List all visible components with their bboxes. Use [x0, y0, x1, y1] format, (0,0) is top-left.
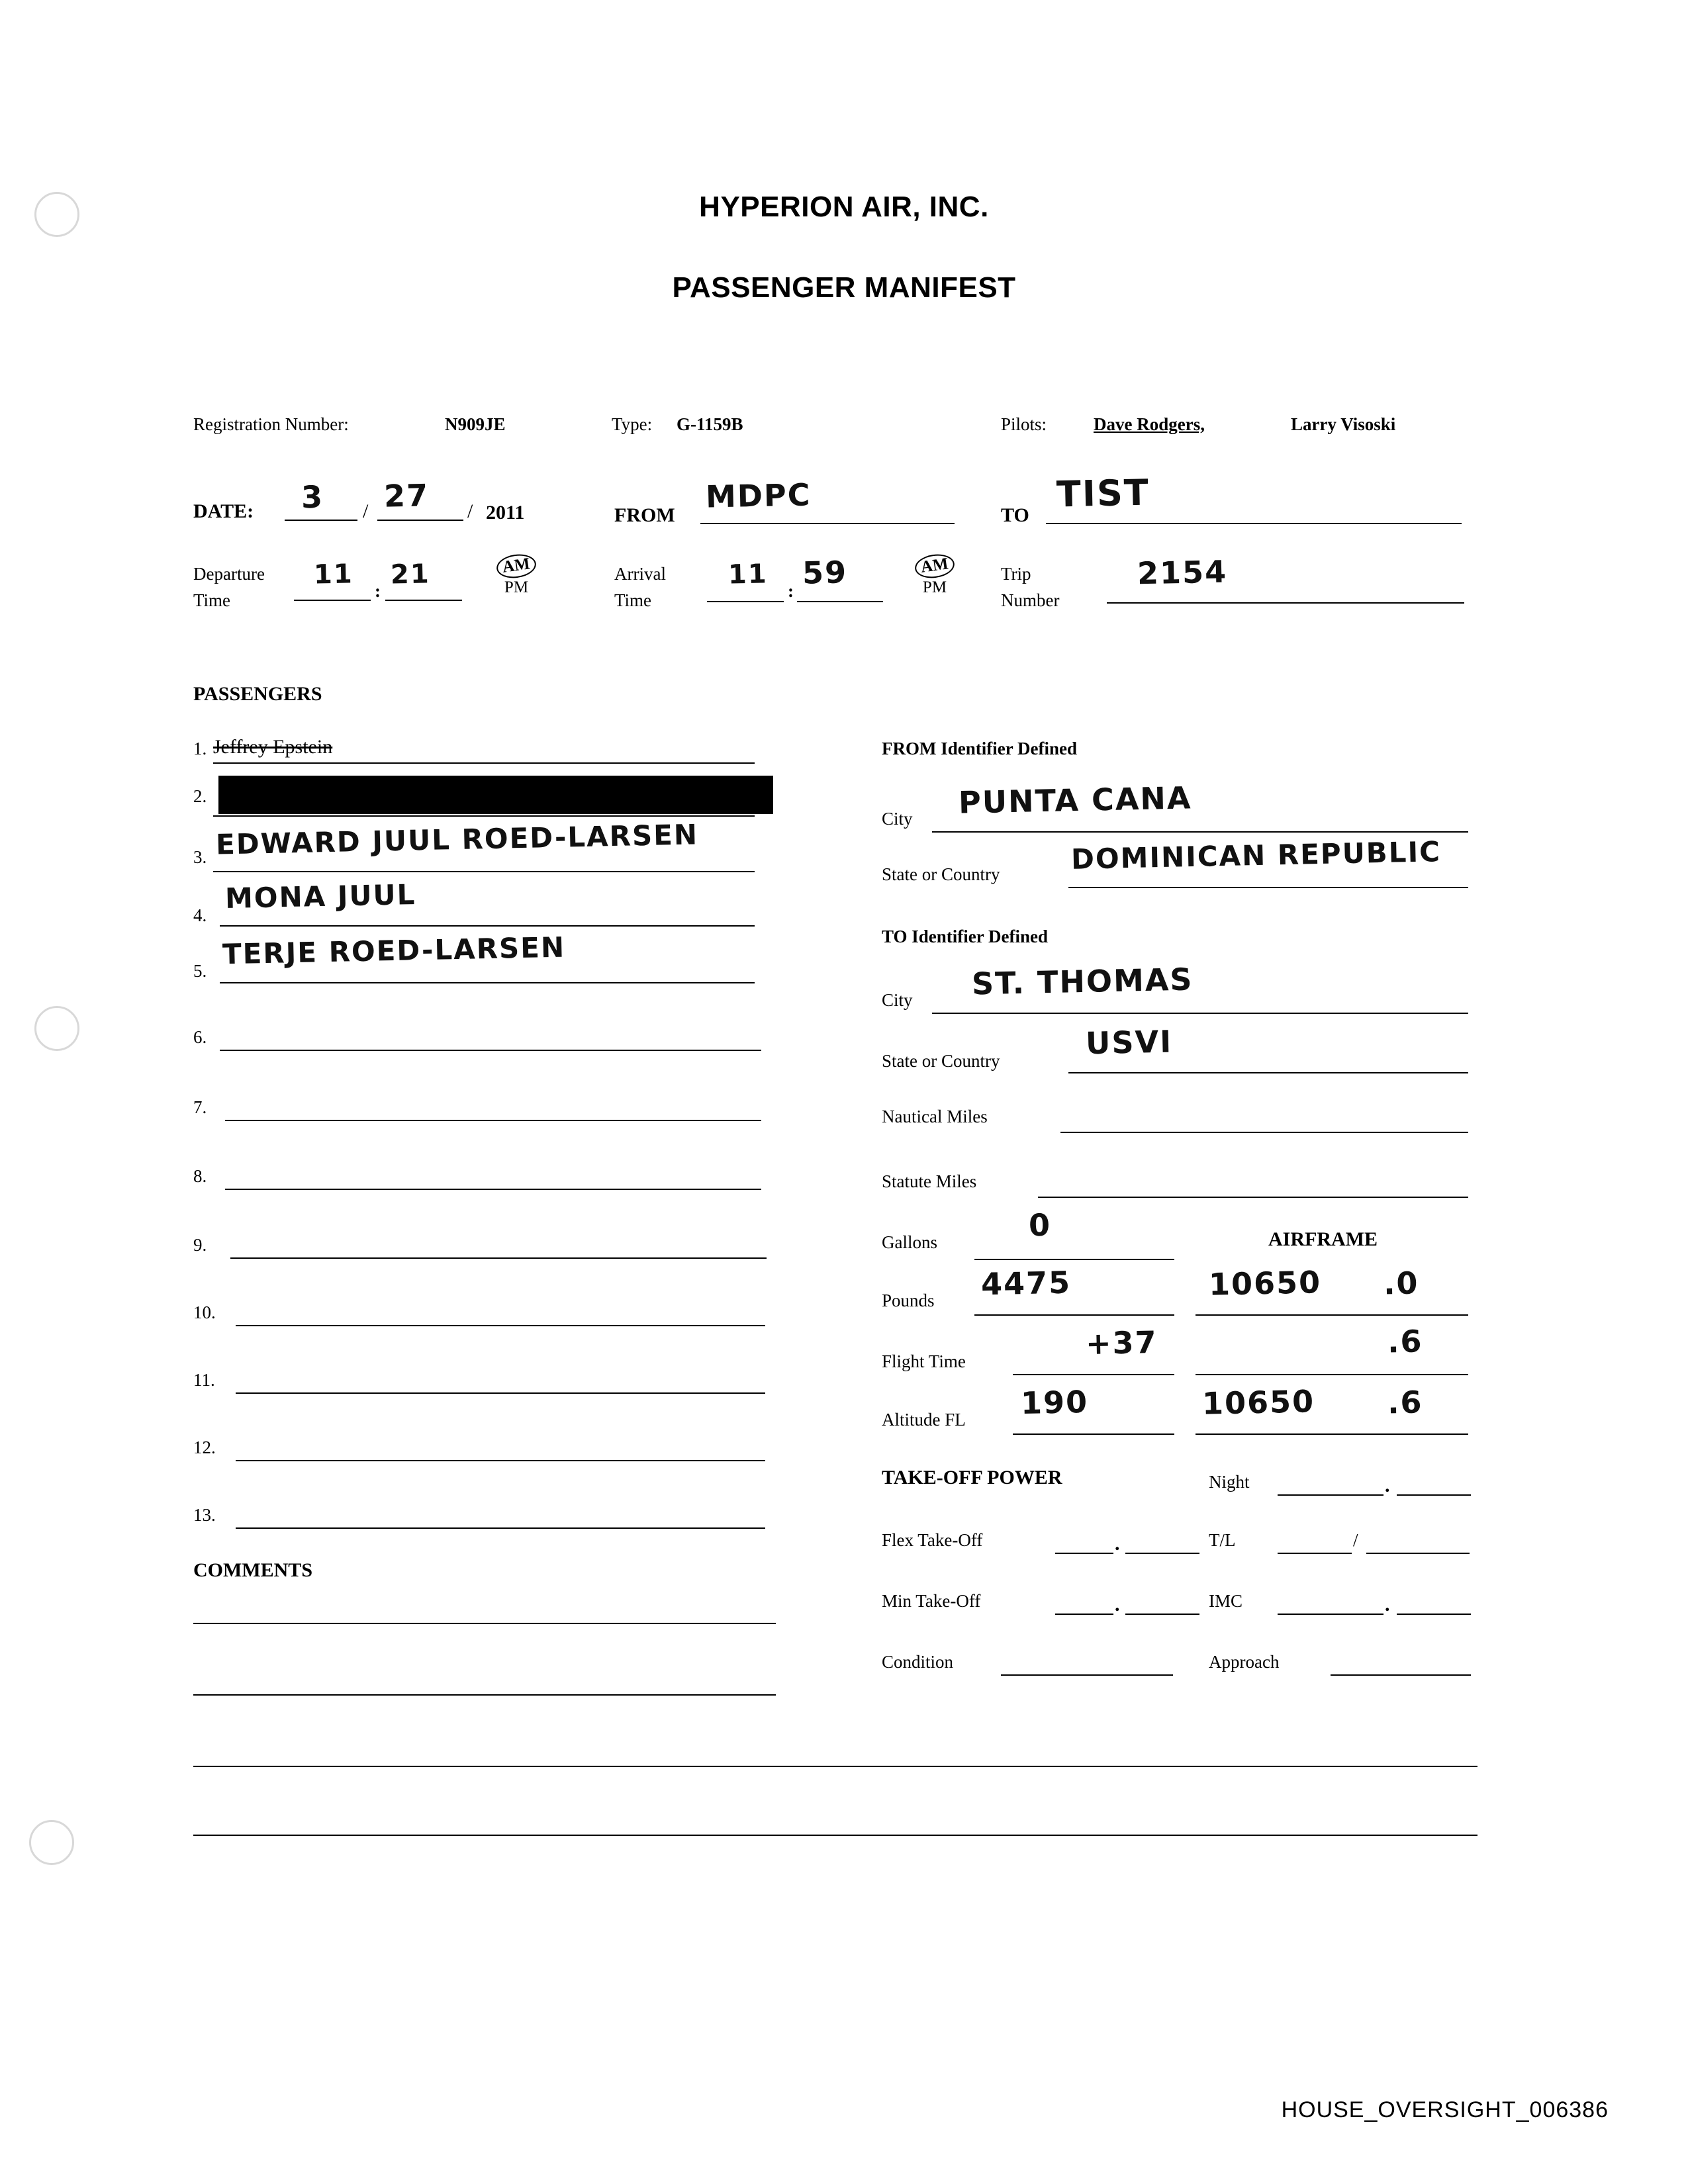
departure-colon: : — [375, 581, 381, 601]
document-title: PASSENGER MANIFEST — [672, 271, 1016, 304]
departure-label-line2: Time — [193, 590, 231, 610]
arrival-ampm-group[interactable] — [915, 555, 955, 597]
min-decimal-dot: . — [1115, 1594, 1120, 1615]
date-day-rule — [377, 520, 463, 521]
departure-ampm-group[interactable] — [496, 555, 536, 597]
from-city-rule[interactable] — [932, 831, 1468, 833]
tl-rule-a[interactable] — [1278, 1553, 1352, 1554]
trip-number-rule — [1107, 602, 1464, 604]
nautical-miles-label: Nautical Miles — [882, 1107, 988, 1126]
passenger-rule-10[interactable] — [236, 1325, 765, 1326]
takeoff-power-heading: TAKE-OFF POWER — [882, 1467, 1062, 1488]
type-label: Type: — [612, 414, 653, 434]
pilot-1: Dave Rodgers, — [1094, 414, 1205, 434]
to-state-value: USVI — [1085, 1023, 1173, 1062]
comments-rule-4[interactable] — [193, 1835, 1477, 1836]
company-title: HYPERION AIR, INC. — [699, 191, 989, 223]
passenger-rule-9[interactable] — [230, 1257, 767, 1259]
flight-time-airframe-decimal: .6 — [1387, 1323, 1424, 1360]
trip-number-value: 2154 — [1137, 553, 1228, 592]
to-rule — [1046, 523, 1462, 524]
arrival-colon: : — [788, 581, 794, 601]
imc-rule-b[interactable] — [1397, 1614, 1471, 1615]
pounds-label: Pounds — [882, 1291, 935, 1310]
flex-rule-b[interactable] — [1125, 1553, 1199, 1554]
to-city-label: City — [882, 990, 913, 1010]
gallons-rule[interactable] — [974, 1259, 1174, 1260]
from-label: FROM — [614, 504, 675, 526]
passenger-number-9: 9. — [193, 1235, 207, 1255]
flight-time-airframe-rule[interactable] — [1196, 1374, 1468, 1375]
passenger-rule-6[interactable] — [220, 1050, 761, 1051]
flex-decimal-dot: . — [1115, 1533, 1120, 1555]
punch-hole-bottom — [29, 1820, 74, 1865]
to-city-value: ST. THOMAS — [971, 961, 1194, 1002]
pilots-label: Pilots: — [1001, 414, 1047, 434]
pounds-value: 4475 — [980, 1264, 1072, 1302]
from-rule — [700, 523, 955, 524]
tl-label: T/L — [1209, 1530, 1236, 1550]
to-identifier-heading: TO Identifier Defined — [882, 927, 1049, 946]
from-city-label: City — [882, 809, 913, 829]
departure-minute-value: 21 — [390, 559, 431, 590]
tl-slash: / — [1353, 1530, 1358, 1550]
passenger-name-4: MONA JUUL — [224, 878, 416, 915]
to-label: TO — [1001, 504, 1029, 526]
flight-time-label: Flight Time — [882, 1351, 966, 1371]
date-year-value: 2011 — [486, 502, 525, 523]
passengers-heading: PASSENGERS — [193, 683, 322, 705]
passenger-number-3: 3. — [193, 847, 207, 867]
date-month-rule — [285, 520, 357, 521]
passenger-number-2: 2. — [193, 786, 207, 806]
passenger-number-11: 11. — [193, 1370, 215, 1390]
min-rule-a[interactable] — [1055, 1614, 1113, 1615]
departure-pm-option[interactable]: PM — [504, 578, 529, 596]
imc-label: IMC — [1209, 1591, 1243, 1611]
trip-label-line2: Number — [1001, 590, 1060, 610]
pounds-airframe-value: 10650 — [1208, 1264, 1322, 1302]
to-city-rule[interactable] — [932, 1013, 1468, 1014]
departure-minute-rule — [385, 600, 462, 601]
registration-value: N909JE — [445, 414, 506, 434]
night-rule-b[interactable] — [1397, 1494, 1471, 1496]
statute-miles-label: Statute Miles — [882, 1171, 977, 1191]
passenger-number-13: 13. — [193, 1505, 216, 1525]
date-slash-1: / — [363, 500, 369, 522]
flight-time-rule[interactable] — [1013, 1374, 1174, 1375]
statute-miles-rule[interactable] — [1038, 1197, 1468, 1198]
pounds-airframe-rule[interactable] — [1196, 1314, 1468, 1316]
date-month-value: 3 — [301, 478, 324, 516]
to-value: TIST — [1056, 471, 1150, 516]
passenger-number-10: 10. — [193, 1302, 216, 1322]
arrival-label-line2: Time — [614, 590, 652, 610]
passenger-number-4: 4. — [193, 905, 207, 925]
arrival-am-option[interactable]: AM — [914, 552, 956, 580]
to-state-rule[interactable] — [1068, 1072, 1468, 1073]
punch-hole-middle — [34, 1006, 79, 1051]
altitude-airframe-rule[interactable] — [1196, 1433, 1468, 1435]
from-state-rule[interactable] — [1068, 887, 1468, 888]
passenger-redaction-bar-2 — [218, 776, 773, 814]
flex-rule-a[interactable] — [1055, 1553, 1113, 1554]
arrival-pm-option[interactable]: PM — [922, 578, 947, 596]
date-day-value: 27 — [383, 477, 430, 514]
pilot-2: Larry Visoski — [1291, 414, 1396, 434]
registration-label: Registration Number: — [193, 414, 349, 434]
to-state-label: State or Country — [882, 1051, 1000, 1071]
passenger-rule-13[interactable] — [236, 1527, 765, 1529]
date-label: DATE: — [193, 500, 254, 522]
arrival-minute-rule — [797, 601, 883, 602]
passenger-number-7: 7. — [193, 1097, 207, 1117]
from-value: MDPC — [705, 477, 812, 515]
approach-rule[interactable] — [1331, 1674, 1471, 1676]
arrival-hour-value: 11 — [727, 559, 769, 590]
passenger-rule-11[interactable] — [236, 1392, 765, 1394]
departure-hour-value: 11 — [313, 559, 354, 590]
passenger-name-3: EDWARD JUUL ROED-LARSEN — [215, 818, 699, 861]
pounds-rule[interactable] — [974, 1314, 1174, 1316]
altitude-rule[interactable] — [1013, 1433, 1174, 1435]
arrival-minute-value: 59 — [802, 554, 848, 591]
from-state-label: State or Country — [882, 864, 1000, 884]
departure-label-line1: Departure — [193, 564, 265, 584]
comments-rule-1[interactable] — [193, 1623, 776, 1624]
comments-heading: COMMENTS — [193, 1559, 312, 1581]
approach-label: Approach — [1209, 1652, 1280, 1672]
passenger-number-8: 8. — [193, 1166, 207, 1186]
passenger-rule-3 — [213, 871, 755, 872]
passenger-rule-8[interactable] — [225, 1189, 761, 1190]
passenger-rule-5 — [220, 982, 755, 983]
tl-rule-b[interactable] — [1366, 1553, 1470, 1554]
passenger-name-5: TERJE ROED-LARSEN — [222, 931, 566, 971]
flight-time-value: +37 — [1085, 1324, 1158, 1362]
imc-rule-a[interactable] — [1278, 1614, 1383, 1615]
trip-label-line1: Trip — [1001, 564, 1031, 584]
type-value: G-1159B — [677, 414, 743, 434]
comments-rule-2[interactable] — [193, 1694, 776, 1696]
departure-am-option[interactable]: AM — [495, 552, 538, 580]
condition-label: Condition — [882, 1652, 954, 1672]
passenger-rule-12[interactable] — [236, 1460, 765, 1461]
pounds-airframe-decimal: .0 — [1383, 1265, 1420, 1302]
nautical-miles-rule[interactable] — [1060, 1132, 1468, 1133]
arrival-label-line1: Arrival — [614, 564, 666, 584]
altitude-airframe-value: 10650 — [1201, 1383, 1315, 1422]
night-decimal-dot: . — [1385, 1475, 1390, 1496]
from-city-value: PUNTA CANA — [958, 780, 1192, 821]
arrival-hour-rule — [707, 601, 784, 602]
min-takeoff-label: Min Take-Off — [882, 1591, 981, 1611]
departure-hour-rule — [294, 600, 371, 601]
altitude-value: 190 — [1020, 1383, 1089, 1422]
document-stamp: HOUSE_OVERSIGHT_006386 — [1281, 2097, 1609, 2122]
night-rule-a[interactable] — [1278, 1494, 1383, 1496]
passenger-rule-4 — [220, 925, 755, 927]
min-rule-b[interactable] — [1125, 1614, 1199, 1615]
imc-decimal-dot: . — [1385, 1594, 1390, 1615]
airframe-heading: AIRFRAME — [1268, 1228, 1378, 1250]
flex-takeoff-label: Flex Take-Off — [882, 1530, 983, 1550]
passenger-rule-2 — [213, 815, 755, 817]
altitude-label: Altitude FL — [882, 1410, 966, 1430]
passenger-number-6: 6. — [193, 1027, 207, 1047]
altitude-airframe-decimal: .6 — [1387, 1384, 1424, 1421]
passenger-number-12: 12. — [193, 1437, 216, 1457]
passenger-rule-7[interactable] — [225, 1120, 761, 1121]
night-label: Night — [1209, 1472, 1250, 1492]
from-state-value: DOMINICAN REPUBLIC — [1070, 835, 1442, 876]
passenger-number-5: 5. — [193, 961, 207, 981]
comments-rule-3[interactable] — [193, 1766, 1477, 1767]
gallons-value: 0 — [1028, 1206, 1052, 1244]
passenger-name-1: Jeffrey Epstein — [213, 736, 333, 758]
passenger-number-1: 1. — [193, 739, 207, 758]
gallons-label: Gallons — [882, 1232, 937, 1252]
passenger-rule-1 — [213, 762, 755, 764]
condition-rule[interactable] — [1001, 1674, 1173, 1676]
date-slash-2: / — [467, 500, 473, 522]
from-identifier-heading: FROM Identifier Defined — [882, 739, 1077, 758]
